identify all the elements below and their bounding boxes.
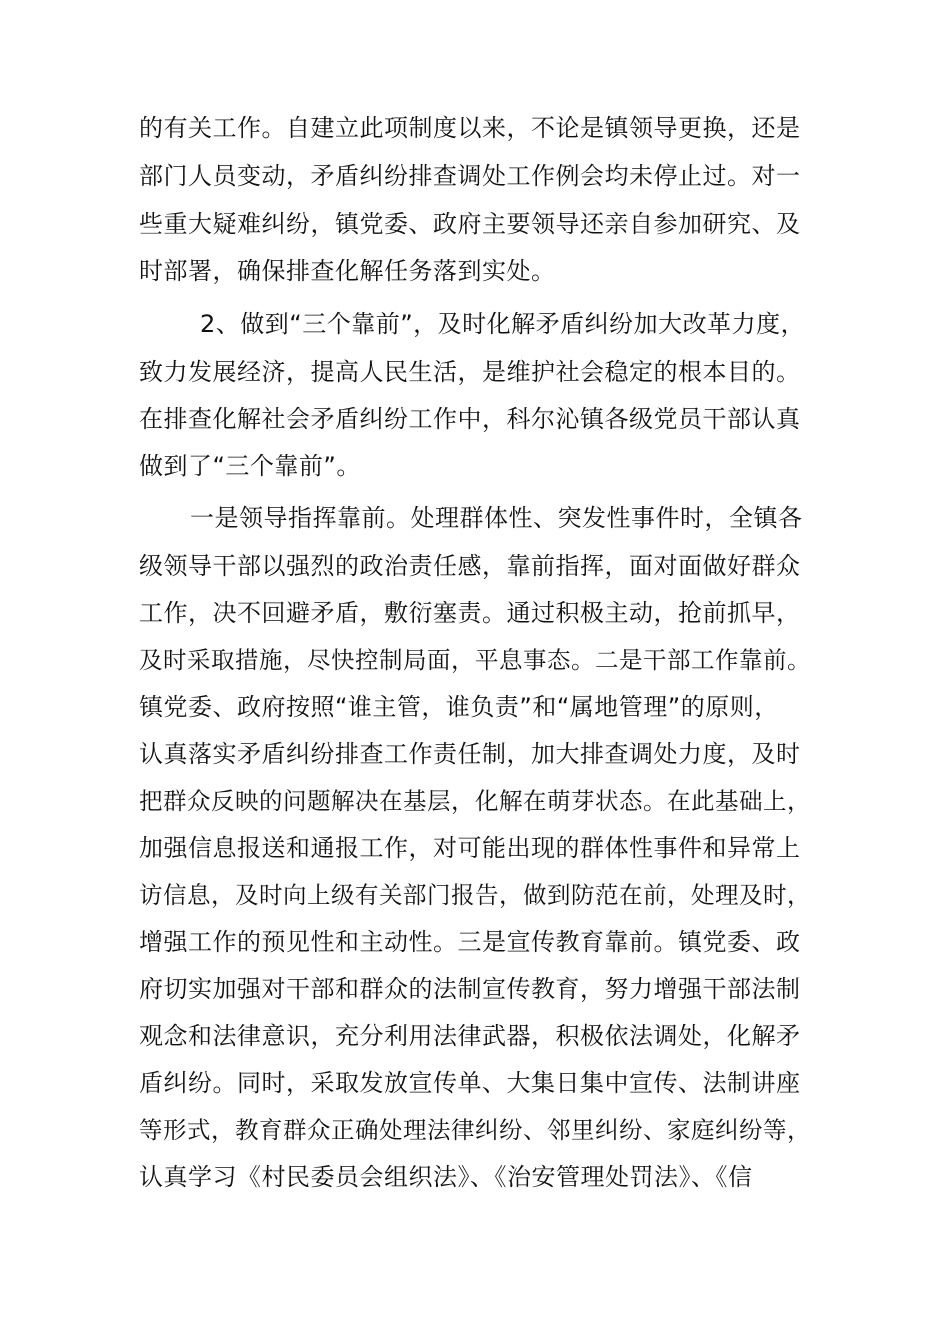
text-line: 认真落实矛盾纠纷排查工作责任制，加大排查调处力度，及时 bbox=[139, 740, 801, 768]
text-line: 增强工作的预见性和主动性。三是宣传教育靠前。镇党委、政 bbox=[139, 928, 801, 956]
text-line: 致力发展经济，提高人民生活，是维护社会稳定的根本目的。 bbox=[139, 358, 801, 386]
text-line: 府切实加强对干部和群众的法制宣传教育，努力增强干部法制 bbox=[139, 975, 801, 1003]
text-line: 把群众反映的问题解决在基层，化解在萌芽状态。在此基础上， bbox=[139, 787, 811, 815]
text-line: 观念和法律意识，充分利用法律武器，积极依法调处，化解矛 bbox=[139, 1022, 801, 1050]
text-line: 做到了“三个靠前”。 bbox=[139, 452, 361, 480]
text-line: 盾纠纷。同时，采取发放宣传单、大集日集中宣传、法制讲座 bbox=[139, 1069, 801, 1097]
text-line: 认真学习《村民委员会组织法》、《治安管理处罚法》、《信 bbox=[139, 1163, 753, 1191]
text-line: 工作，决不回避矛盾，敷衍塞责。通过积极主动，抢前抓早， bbox=[139, 599, 801, 627]
text-line: 级领导干部以强烈的政治责任感，靠前指挥，面对面做好群众 bbox=[139, 552, 801, 580]
text-line: 等形式，教育群众正确处理法律纠纷、邻里纠纷、家庭纠纷等， bbox=[139, 1116, 811, 1144]
text-line: 的有关工作。自建立此项制度以来，不论是镇领导更换，还是 bbox=[139, 114, 801, 142]
text-line: 时部署，确保排查化解任务落到实处。 bbox=[139, 257, 556, 285]
text-line: 在排查化解社会矛盾纠纷工作中，科尔沁镇各级党员干部认真 bbox=[139, 405, 801, 433]
text-line: 访信息，及时向上级有关部门报告，做到防范在前，处理及时， bbox=[139, 881, 811, 909]
text-line: 加强信息报送和通报工作，对可能出现的群体性事件和异常上 bbox=[139, 834, 801, 862]
text-line: 部门人员变动，矛盾纠纷排查调处工作例会均未停止过。对一 bbox=[139, 162, 801, 190]
text-line: 一是领导指挥靠前。处理群体性、突发性事件时，全镇各 bbox=[190, 504, 803, 532]
text-line: 些重大疑难纠纷，镇党委、政府主要领导还亲自参加研究、及 bbox=[139, 210, 801, 238]
text-line: 镇党委、政府按照“谁主管，谁负责”和“属地管理”的原则， bbox=[139, 693, 779, 721]
text-line: 2、做到“三个靠前”，及时化解矛盾纠纷加大改革力度， bbox=[200, 310, 806, 338]
text-line: 及时采取措施，尽快控制局面，平息事态。二是干部工作靠前。 bbox=[139, 646, 811, 674]
